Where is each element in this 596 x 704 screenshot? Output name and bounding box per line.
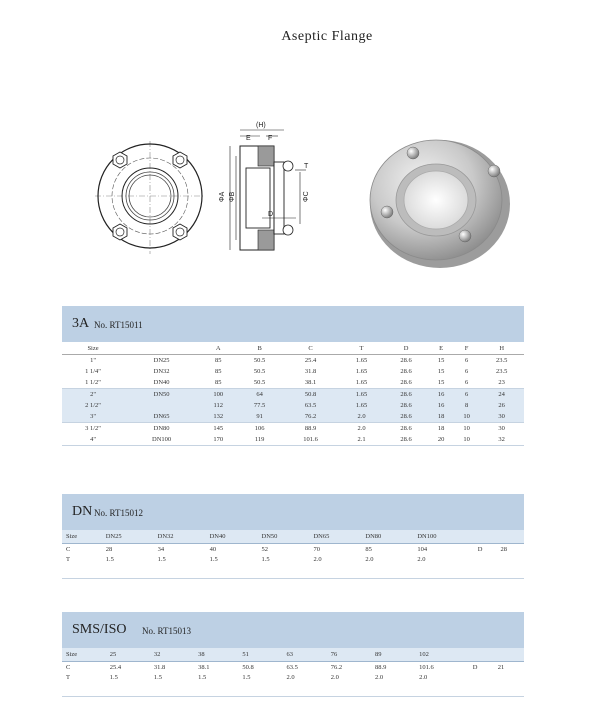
column-header: E (428, 342, 453, 355)
table-cell: DN32 (153, 368, 170, 375)
table-row (62, 554, 524, 564)
table-cell: 3" (62, 411, 124, 423)
dim-label-t: T (304, 163, 309, 170)
column-header: 32 (150, 648, 194, 662)
table-cell (124, 400, 199, 411)
column-header: DN50 (258, 530, 310, 544)
table-cell: 34 (157, 545, 165, 553)
table-cell: 28.6 (400, 357, 412, 364)
dim-label-a: ΦA (219, 191, 226, 202)
table-cell: D (472, 663, 478, 671)
table-cell: DN50 (124, 389, 199, 401)
table-cell: 104 (417, 545, 428, 553)
table-cell: 38.1 (304, 379, 317, 386)
table-cell: C (66, 545, 71, 553)
column-header: DN25 (102, 530, 154, 544)
table-cell: 1.5 (242, 673, 251, 681)
table-cell: 1.5 (209, 555, 218, 563)
column-header: 89 (371, 648, 415, 662)
table-sms (62, 648, 524, 682)
table-cell: 2.0 (365, 555, 374, 563)
front-view-drawing (95, 141, 205, 254)
column-header: F (454, 342, 479, 355)
table-cell: 2.1 (339, 434, 384, 446)
table-cell: D (477, 545, 483, 553)
table-cell: 28.6 (384, 434, 429, 446)
table-cell: 2 1/2" (62, 400, 124, 411)
table-cell (469, 672, 494, 682)
dim-label-h: (H) (256, 122, 266, 129)
table-cell: 28.6 (384, 411, 429, 423)
table-cell: 16 (428, 389, 453, 401)
column-header (474, 530, 497, 544)
table-cell: 63.5 (282, 400, 339, 411)
table-cell: 3 1/2" (62, 423, 124, 435)
table-cell: 64 (237, 389, 282, 401)
table-cell: DN40 (153, 379, 170, 386)
table-cell: 1.5 (157, 555, 166, 563)
table-cell: 1.65 (355, 357, 368, 364)
table-cell: 1.5 (109, 673, 118, 681)
table-cell: 2.0 (339, 423, 384, 435)
table-cell: 76.2 (282, 411, 339, 423)
section-3a-header (62, 306, 524, 343)
page-title: Aseptic Flange (281, 29, 373, 44)
table-row (62, 366, 524, 377)
table-cell: 30 (479, 411, 524, 423)
table-row (62, 662, 524, 673)
table-cell: 1.65 (339, 400, 384, 411)
table-cell: 6 (464, 379, 469, 386)
column-header: DN80 (361, 530, 413, 544)
section-3a-title: 3A (72, 316, 90, 331)
table-cell: 70 (313, 545, 320, 553)
table-cell: 101.6 (419, 663, 434, 671)
table-cell: 28.6 (384, 423, 429, 435)
table-cell: 85 (214, 379, 222, 386)
section-dn-code: No. RT15012 (94, 508, 143, 518)
section-sms-code: No. RT15013 (142, 626, 191, 636)
table-row (62, 672, 524, 682)
table-cell: 6 (464, 368, 469, 375)
table-cell: 1.5 (198, 673, 207, 681)
table-cell: 23.5 (495, 368, 508, 375)
table-cell: 28.6 (400, 368, 412, 375)
column-header: Size (62, 648, 106, 662)
column-header: DN65 (309, 530, 361, 544)
table-cell: 10 (454, 423, 479, 435)
table-cell (496, 554, 524, 564)
dim-label-f: F (268, 135, 273, 142)
table-cell: 40 (209, 545, 217, 553)
table-cell: 1.65 (355, 368, 368, 375)
table-cell: DN80 (124, 423, 199, 435)
table-cell: 100 (199, 389, 237, 401)
table-cell: 63.5 (286, 663, 298, 671)
table-cell: T (66, 673, 70, 681)
column-header: A (199, 342, 237, 355)
column-header: DN40 (206, 530, 258, 544)
table-cell: 18 (428, 411, 453, 423)
table-cell: 52 (261, 545, 269, 553)
table-cell: 23.5 (495, 357, 508, 364)
table-cell: 1" (90, 357, 96, 364)
table-cell: 25.4 (109, 663, 122, 671)
table-cell: 1.65 (339, 389, 384, 401)
table-cell: 85 (214, 357, 222, 364)
table-cell: 2.0 (339, 411, 384, 423)
table-cell: 2.0 (417, 555, 426, 563)
divider (62, 578, 524, 579)
section-sms-title: SMS/ISO (72, 622, 127, 637)
table-cell: 1.65 (355, 379, 368, 386)
table-cell: 16 (428, 400, 453, 411)
table-cell: 2.0 (313, 555, 322, 563)
column-header: 63 (283, 648, 327, 662)
table-cell: 28 (105, 545, 113, 553)
table-cell: 85 (365, 545, 372, 553)
table-cell (474, 554, 497, 564)
table-cell: 24 (479, 389, 524, 401)
table-cell: 31.8 (304, 368, 317, 375)
table-cell: 50.8 (282, 389, 339, 401)
table-row (62, 355, 524, 367)
table-cell: 119 (237, 434, 282, 446)
table-cell: 18 (428, 423, 453, 435)
table-cell: 101.6 (282, 434, 339, 446)
column-header: DN100 (413, 530, 473, 544)
table-cell: 88.9 (374, 663, 387, 671)
table-row (62, 377, 524, 389)
table-cell: 21 (497, 663, 505, 671)
table-cell: 106 (237, 423, 282, 435)
table-cell: 77.5 (237, 400, 282, 411)
table-cell: 1.5 (105, 555, 114, 563)
table-cell: 28.6 (400, 379, 412, 386)
table-cell: 50.8 (242, 663, 254, 671)
table-cell: 112 (199, 400, 237, 411)
table-cell: 170 (199, 434, 237, 446)
table-row (62, 423, 524, 435)
table-cell: 50.5 (253, 357, 266, 364)
table-cell: 28 (500, 545, 507, 553)
table-cell: 4" (62, 434, 124, 446)
table-cell: 1.5 (261, 555, 270, 563)
table-cell: 1 1/4" (85, 368, 101, 375)
table-cell: 10 (454, 434, 479, 446)
table-cell: 10 (454, 411, 479, 423)
table-cell: 132 (199, 411, 237, 423)
table-cell: 25.4 (304, 357, 317, 364)
table-cell: 1.5 (153, 673, 163, 681)
table-cell: 2.0 (330, 673, 339, 681)
column-header: 25 (106, 648, 150, 662)
table-cell: 15 (437, 368, 445, 375)
dim-label-c: ΦC (303, 191, 310, 202)
table-cell: 26 (479, 400, 524, 411)
table-cell: 15 (437, 357, 445, 364)
column-header: B (237, 342, 282, 355)
column-header: 51 (238, 648, 282, 662)
table-cell: 31.8 (153, 663, 166, 671)
table-cell: 85 (214, 368, 222, 375)
table-cell: 38.1 (198, 663, 210, 671)
table-dn (62, 530, 524, 564)
flange-drawings (0, 116, 596, 296)
column-header: DN32 (154, 530, 206, 544)
table-cell: 28.6 (384, 400, 429, 411)
table-cell: 50.5 (253, 368, 266, 375)
table-cell: 6 (464, 357, 469, 364)
table-cell (494, 672, 524, 682)
section-3a-code: No. RT15011 (94, 320, 143, 330)
column-header: 76 (327, 648, 371, 662)
section-view-drawing (219, 122, 310, 250)
table-3a (62, 342, 524, 446)
table-cell: 20 (428, 434, 453, 446)
table-cell: 2.0 (374, 673, 384, 681)
table-cell: 1 1/2" (85, 379, 101, 386)
column-header (469, 648, 494, 662)
table-cell: 91 (237, 411, 282, 423)
section-dn-header (62, 494, 524, 531)
table-cell: 50.5 (253, 379, 266, 386)
column-header: 38 (194, 648, 238, 662)
table-cell: 30 (479, 423, 524, 435)
table-cell: 2.0 (419, 673, 428, 681)
table-cell: C (66, 663, 71, 671)
dim-label-d: D (268, 211, 274, 218)
dim-label-e: E (246, 135, 251, 142)
table-row (62, 400, 524, 411)
table-row (62, 411, 524, 423)
table-cell: 32 (479, 434, 524, 446)
table-cell: 23 (498, 379, 505, 386)
table-row (62, 544, 524, 555)
table-cell: 76.2 (330, 663, 343, 671)
column-header: H (479, 342, 524, 355)
table-cell: 6 (454, 389, 479, 401)
table-cell: T (66, 555, 70, 563)
column-header: Size (62, 342, 124, 355)
dim-label-b: ΦB (229, 191, 236, 202)
table-cell: 8 (454, 400, 479, 411)
table-cell: 2" (62, 389, 124, 401)
table-row (62, 434, 524, 446)
table-row (62, 389, 524, 401)
column-header (124, 342, 199, 355)
column-header (494, 648, 524, 662)
divider (62, 696, 524, 697)
column-header: C (282, 342, 339, 355)
column-header (496, 530, 524, 544)
section-dn-title: DN (72, 504, 93, 519)
column-header: Size (62, 530, 102, 544)
table-cell: 15 (437, 379, 445, 386)
flange-photo (370, 140, 510, 268)
column-header: D (384, 342, 429, 355)
table-cell: 28.6 (384, 389, 429, 401)
section-sms-header (62, 612, 524, 649)
table-cell: DN100 (124, 434, 199, 446)
table-cell: DN65 (124, 411, 199, 423)
table-cell: 88.9 (282, 423, 339, 435)
column-header: 102 (415, 648, 469, 662)
column-header: T (339, 342, 384, 355)
table-cell: 2.0 (286, 673, 295, 681)
table-cell: DN25 (153, 357, 170, 364)
table-cell: 145 (199, 423, 237, 435)
